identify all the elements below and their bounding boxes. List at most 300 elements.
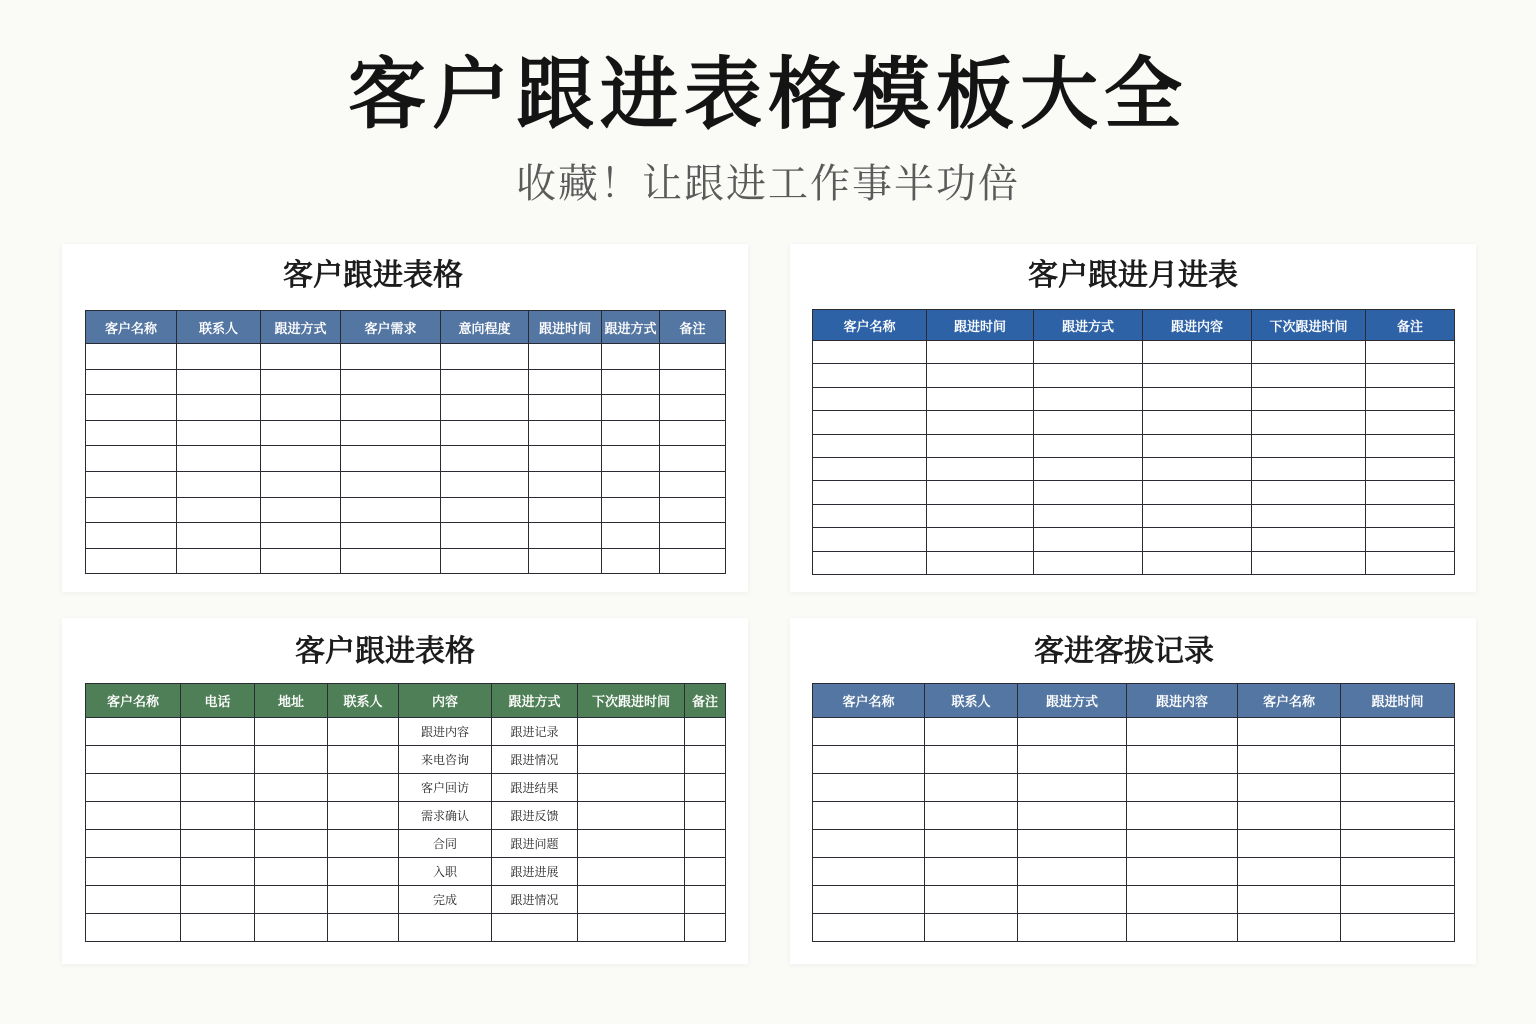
table-cell[interactable]: [1143, 551, 1252, 574]
table-cell[interactable]: [177, 420, 261, 446]
table-cell[interactable]: [925, 774, 1018, 802]
table-cell[interactable]: [813, 504, 927, 527]
table-cell[interactable]: [441, 420, 529, 446]
table-cell[interactable]: [660, 497, 726, 523]
table-cell[interactable]: [660, 446, 726, 472]
table-row: [813, 481, 1455, 504]
table-cell[interactable]: [261, 395, 341, 421]
table-cell[interactable]: [925, 802, 1018, 830]
table-cell[interactable]: [341, 446, 441, 472]
table-cell[interactable]: [1018, 830, 1127, 858]
table-cell[interactable]: [1034, 341, 1143, 364]
table-cell[interactable]: [813, 364, 927, 387]
column-header: 电话: [181, 684, 255, 718]
table-cell[interactable]: [1252, 528, 1366, 551]
table-cell[interactable]: [492, 914, 578, 942]
table-cell[interactable]: [255, 802, 328, 830]
table-cell[interactable]: [927, 364, 1034, 387]
table-cell[interactable]: [602, 344, 660, 370]
table-cell[interactable]: [1252, 457, 1366, 480]
table-cell[interactable]: [813, 387, 927, 410]
column-header: 客户名称: [86, 684, 181, 718]
table-cell[interactable]: [261, 471, 341, 497]
table-cell[interactable]: [685, 914, 726, 942]
table-title: 客户跟进表格: [295, 634, 475, 669]
table-cell[interactable]: [441, 497, 529, 523]
table-cell[interactable]: [1034, 364, 1143, 387]
table-cell[interactable]: [1034, 551, 1143, 574]
table-cell[interactable]: [1143, 457, 1252, 480]
table-cell[interactable]: [927, 481, 1034, 504]
table-cell[interactable]: [925, 886, 1018, 914]
table-cell[interactable]: [1341, 858, 1455, 886]
table-cell[interactable]: 来电咨询: [399, 746, 492, 774]
table-cell[interactable]: [660, 548, 726, 574]
table-cell[interactable]: [1252, 341, 1366, 364]
table-cell[interactable]: [685, 830, 726, 858]
table-cell[interactable]: [602, 471, 660, 497]
table-cell[interactable]: [1018, 746, 1127, 774]
table-cell[interactable]: [86, 858, 181, 886]
table-cell[interactable]: [1018, 886, 1127, 914]
table-cell[interactable]: [441, 344, 529, 370]
table-row: [86, 395, 726, 421]
table-cell[interactable]: [1127, 914, 1238, 942]
table-cell[interactable]: [328, 802, 399, 830]
table-row: [813, 457, 1455, 480]
table-row: [86, 369, 726, 395]
table-cell[interactable]: [1127, 746, 1238, 774]
table-cell[interactable]: [813, 746, 925, 774]
table-cell[interactable]: [927, 387, 1034, 410]
header-row: [86, 684, 726, 718]
table-cell[interactable]: [660, 471, 726, 497]
table-cell[interactable]: [1018, 858, 1127, 886]
table-cell[interactable]: [341, 344, 441, 370]
table-cell[interactable]: [1127, 802, 1238, 830]
table-cell[interactable]: [441, 523, 529, 549]
table-cell[interactable]: [1341, 886, 1455, 914]
table-cell[interactable]: [261, 344, 341, 370]
table-cell[interactable]: 需求确认: [399, 802, 492, 830]
table-cell[interactable]: [529, 395, 602, 421]
table-cell[interactable]: [181, 886, 255, 914]
table-cell[interactable]: [1341, 802, 1455, 830]
table-cell[interactable]: [927, 504, 1034, 527]
table-cell[interactable]: [1252, 364, 1366, 387]
table-cell[interactable]: [1341, 914, 1455, 942]
table-cell[interactable]: [441, 395, 529, 421]
table-cell[interactable]: [1366, 457, 1455, 480]
table-cell[interactable]: [1018, 718, 1127, 746]
table-cell[interactable]: [1034, 457, 1143, 480]
table-cell[interactable]: [177, 446, 261, 472]
table-cell[interactable]: [86, 523, 177, 549]
table-row: [86, 858, 726, 886]
column-header: 跟进时间: [529, 311, 602, 344]
table-cell[interactable]: [813, 802, 925, 830]
table-cell[interactable]: [529, 420, 602, 446]
table-cell[interactable]: [813, 434, 927, 457]
table-cell[interactable]: [1034, 387, 1143, 410]
table-cell[interactable]: [177, 395, 261, 421]
table-cell[interactable]: [1127, 858, 1238, 886]
table-cell[interactable]: [261, 523, 341, 549]
table-row: [86, 802, 726, 830]
table-cell[interactable]: [602, 420, 660, 446]
table-cell[interactable]: [602, 523, 660, 549]
table-row: [86, 774, 726, 802]
page-subtitle: 收藏！让跟进工作事半功倍: [516, 161, 1020, 207]
table-cell[interactable]: [86, 344, 177, 370]
table-cell[interactable]: [181, 774, 255, 802]
table-cell[interactable]: [1366, 434, 1455, 457]
table-cell[interactable]: [602, 395, 660, 421]
table-cell[interactable]: [328, 718, 399, 746]
table-cell[interactable]: [927, 341, 1034, 364]
table-cell[interactable]: [177, 497, 261, 523]
table-cell[interactable]: [1366, 411, 1455, 434]
table-cell[interactable]: [1238, 718, 1341, 746]
table-row: [813, 504, 1455, 527]
table-cell[interactable]: [1252, 504, 1366, 527]
column-header: 客户名称: [1238, 684, 1341, 718]
table-cell[interactable]: [1341, 830, 1455, 858]
table-cell[interactable]: [813, 718, 925, 746]
table-cell[interactable]: [927, 457, 1034, 480]
table-cell[interactable]: [1143, 434, 1252, 457]
table-cell[interactable]: [1366, 551, 1455, 574]
table-cell[interactable]: [660, 369, 726, 395]
table-cell[interactable]: [341, 369, 441, 395]
table-row: [813, 746, 1455, 774]
table-cell[interactable]: [813, 551, 927, 574]
table-cell[interactable]: [341, 471, 441, 497]
table-cell[interactable]: [685, 886, 726, 914]
table-row: [813, 718, 1455, 746]
table-cell[interactable]: [328, 858, 399, 886]
table-cell[interactable]: [529, 369, 602, 395]
table-cell[interactable]: [1143, 481, 1252, 504]
table-row: [813, 802, 1455, 830]
table-cell[interactable]: 合同: [399, 830, 492, 858]
table-cell[interactable]: [261, 497, 341, 523]
table-cell[interactable]: [529, 344, 602, 370]
table-cell[interactable]: [1366, 341, 1455, 364]
table-cell[interactable]: [177, 471, 261, 497]
table-card-top-left: [62, 244, 748, 592]
table-cell[interactable]: [660, 395, 726, 421]
table-cell[interactable]: [1034, 481, 1143, 504]
table-row: [86, 497, 726, 523]
table-row: [86, 830, 726, 858]
table-card-bottom-left: [62, 618, 748, 964]
header-row: [813, 310, 1455, 341]
table-cell[interactable]: [813, 481, 927, 504]
table-row: [813, 858, 1455, 886]
table-title: 客户跟进月进表: [1028, 258, 1238, 293]
table-row: [86, 746, 726, 774]
column-header: 跟进方式: [1018, 684, 1127, 718]
table-cell[interactable]: [529, 523, 602, 549]
table-cell[interactable]: [1366, 528, 1455, 551]
table-cell[interactable]: [529, 446, 602, 472]
table-row: [86, 344, 726, 370]
table-cell[interactable]: [86, 446, 177, 472]
table-cell[interactable]: 跟进情况: [492, 746, 578, 774]
table-cell[interactable]: [341, 497, 441, 523]
record-table: [812, 683, 1455, 942]
table-cell[interactable]: [578, 886, 685, 914]
table-cell[interactable]: [1238, 774, 1341, 802]
table-cell[interactable]: [925, 858, 1018, 886]
table-cell[interactable]: [578, 774, 685, 802]
table-cell[interactable]: [86, 497, 177, 523]
table-cell[interactable]: [1034, 528, 1143, 551]
table-cell[interactable]: [1018, 802, 1127, 830]
table-cell[interactable]: [925, 718, 1018, 746]
table-cell[interactable]: [685, 774, 726, 802]
table-cell[interactable]: [441, 471, 529, 497]
table-cell[interactable]: [341, 395, 441, 421]
table-cell[interactable]: [1366, 481, 1455, 504]
table-cell[interactable]: [1018, 914, 1127, 942]
table-cell[interactable]: [441, 446, 529, 472]
table-cell[interactable]: [1238, 802, 1341, 830]
table-cell[interactable]: [328, 774, 399, 802]
table-cell[interactable]: [927, 528, 1034, 551]
table-row: [86, 886, 726, 914]
table-cell[interactable]: [1341, 718, 1455, 746]
table-cell[interactable]: [255, 746, 328, 774]
column-header: 下次跟进时间: [1252, 310, 1366, 341]
table-cell[interactable]: [927, 434, 1034, 457]
table-cell[interactable]: [181, 858, 255, 886]
table-cell[interactable]: [255, 774, 328, 802]
table-cell[interactable]: [1341, 746, 1455, 774]
table-cell[interactable]: 跟进情况: [492, 886, 578, 914]
column-header: 备注: [1366, 310, 1455, 341]
table-cell[interactable]: 跟进记录: [492, 718, 578, 746]
table-cell[interactable]: [177, 369, 261, 395]
table-cell[interactable]: [86, 369, 177, 395]
table-cell[interactable]: 跟进结果: [492, 774, 578, 802]
table-cell[interactable]: [1238, 886, 1341, 914]
table-cell[interactable]: [578, 746, 685, 774]
table-cell[interactable]: [328, 746, 399, 774]
table-cell[interactable]: [255, 914, 328, 942]
table-cell[interactable]: [1034, 411, 1143, 434]
table-cell[interactable]: [341, 420, 441, 446]
table-cell[interactable]: [1341, 774, 1455, 802]
table-cell[interactable]: [1366, 504, 1455, 527]
column-header: 客户名称: [86, 311, 177, 344]
table-cell[interactable]: [1127, 718, 1238, 746]
table-cell[interactable]: [578, 858, 685, 886]
table-cell[interactable]: [255, 886, 328, 914]
table-cell[interactable]: [86, 420, 177, 446]
table-cell[interactable]: [602, 446, 660, 472]
table-cell[interactable]: [177, 523, 261, 549]
table-cell[interactable]: [1143, 341, 1252, 364]
table-cell[interactable]: 跟进反馈: [492, 802, 578, 830]
table-cell[interactable]: [813, 914, 925, 942]
table-cell[interactable]: [181, 830, 255, 858]
table-row: [86, 548, 726, 574]
table-cell[interactable]: [177, 344, 261, 370]
table-cell[interactable]: [86, 774, 181, 802]
table-cell[interactable]: [685, 718, 726, 746]
table-cell[interactable]: [86, 914, 181, 942]
table-cell[interactable]: [813, 457, 927, 480]
table-cell[interactable]: [578, 830, 685, 858]
table-cell[interactable]: [602, 548, 660, 574]
table-cell[interactable]: [660, 420, 726, 446]
table-cell[interactable]: [328, 886, 399, 914]
table-cell[interactable]: [813, 411, 927, 434]
table-row: [813, 774, 1455, 802]
table-cell[interactable]: [660, 523, 726, 549]
table-cell[interactable]: [1018, 774, 1127, 802]
table-cell[interactable]: 跟进内容: [399, 718, 492, 746]
table-cell[interactable]: [1034, 504, 1143, 527]
table-cell[interactable]: [328, 830, 399, 858]
table-cell[interactable]: [86, 471, 177, 497]
table-cell[interactable]: [685, 746, 726, 774]
table-cell[interactable]: [1366, 387, 1455, 410]
table-cell[interactable]: [341, 523, 441, 549]
header-row: [813, 684, 1455, 718]
table-cell[interactable]: [1252, 411, 1366, 434]
table-cell[interactable]: [1143, 364, 1252, 387]
table-cell[interactable]: [86, 830, 181, 858]
table-cell[interactable]: [602, 369, 660, 395]
table-cell[interactable]: [813, 886, 925, 914]
table-cell[interactable]: 跟进进展: [492, 858, 578, 886]
table-row: [86, 718, 726, 746]
table-cell[interactable]: 入职: [399, 858, 492, 886]
table-cell[interactable]: [529, 548, 602, 574]
table-cell[interactable]: [1143, 528, 1252, 551]
table-cell[interactable]: [261, 420, 341, 446]
table-cell[interactable]: 客户回访: [399, 774, 492, 802]
table-card-bottom-right: [790, 618, 1476, 964]
table-cell[interactable]: [1252, 551, 1366, 574]
table-cell[interactable]: [255, 718, 328, 746]
table-row: [813, 914, 1455, 942]
table-cell[interactable]: [925, 830, 1018, 858]
table-cell[interactable]: [399, 914, 492, 942]
column-header: 跟进方式: [261, 311, 341, 344]
table-cell[interactable]: [813, 858, 925, 886]
table-cell[interactable]: [578, 802, 685, 830]
table-cell[interactable]: [529, 471, 602, 497]
table-cell[interactable]: [261, 548, 341, 574]
table-cell[interactable]: [1127, 886, 1238, 914]
table-cell[interactable]: [602, 497, 660, 523]
column-header: 跟进内容: [1127, 684, 1238, 718]
table-cell[interactable]: [177, 548, 261, 574]
column-header: 跟进时间: [1341, 684, 1455, 718]
table-cell[interactable]: [578, 914, 685, 942]
table-cell[interactable]: [181, 746, 255, 774]
table-cell[interactable]: [813, 341, 927, 364]
table-cell[interactable]: [341, 548, 441, 574]
table-title: 客进客拔记录: [1034, 634, 1214, 669]
table-cell[interactable]: [328, 914, 399, 942]
table-row: [813, 830, 1455, 858]
column-header: 跟进方式: [602, 311, 660, 344]
table-cell[interactable]: [86, 548, 177, 574]
table-cell[interactable]: [1238, 830, 1341, 858]
table-cell[interactable]: [813, 528, 927, 551]
table-cell[interactable]: [261, 369, 341, 395]
table-cell[interactable]: [255, 830, 328, 858]
page-title: 客户跟进表格模板大全: [347, 50, 1188, 140]
table-cell[interactable]: [441, 369, 529, 395]
table-cell[interactable]: [86, 395, 177, 421]
table-cell[interactable]: [813, 830, 925, 858]
table-cell[interactable]: [685, 802, 726, 830]
table-cell[interactable]: [1143, 387, 1252, 410]
table-cell[interactable]: [813, 774, 925, 802]
table-cell[interactable]: [1127, 774, 1238, 802]
table-cell[interactable]: [1034, 434, 1143, 457]
table-cell[interactable]: [1238, 858, 1341, 886]
table-cell[interactable]: [181, 914, 255, 942]
table-row: [86, 420, 726, 446]
table-cell[interactable]: [86, 802, 181, 830]
table-cell[interactable]: [1143, 411, 1252, 434]
contact-table: [85, 683, 726, 942]
table-cell[interactable]: [1252, 387, 1366, 410]
table-cell[interactable]: [927, 551, 1034, 574]
table-cell[interactable]: [1238, 746, 1341, 774]
table-cell[interactable]: [1252, 434, 1366, 457]
table-cell[interactable]: [1238, 914, 1341, 942]
table-row: [813, 886, 1455, 914]
table-cell[interactable]: [261, 446, 341, 472]
table-cell[interactable]: 完成: [399, 886, 492, 914]
column-header: 客户需求: [341, 311, 441, 344]
table-cell[interactable]: [660, 344, 726, 370]
tracking-table: [85, 310, 726, 574]
table-row: [813, 551, 1455, 574]
table-cell[interactable]: [1127, 830, 1238, 858]
table-cell[interactable]: [578, 718, 685, 746]
table-cell[interactable]: [927, 411, 1034, 434]
column-header: 客户名称: [813, 684, 925, 718]
table-cell[interactable]: 跟进问题: [492, 830, 578, 858]
table-cell[interactable]: [181, 802, 255, 830]
table-cell[interactable]: [685, 858, 726, 886]
table-cell[interactable]: [1366, 364, 1455, 387]
table-cell[interactable]: [86, 746, 181, 774]
table-cell[interactable]: [441, 548, 529, 574]
table-title: 客户跟进表格: [283, 258, 463, 293]
table-cell[interactable]: [1252, 481, 1366, 504]
table-cell[interactable]: [86, 886, 181, 914]
table-cell[interactable]: [1143, 504, 1252, 527]
table-cell[interactable]: [181, 718, 255, 746]
table-cell[interactable]: [529, 497, 602, 523]
table-row: [813, 528, 1455, 551]
table-row: [86, 914, 726, 942]
table-cell[interactable]: [925, 914, 1018, 942]
table-cell[interactable]: [925, 746, 1018, 774]
table-cell[interactable]: [255, 858, 328, 886]
table-cell[interactable]: [86, 718, 181, 746]
